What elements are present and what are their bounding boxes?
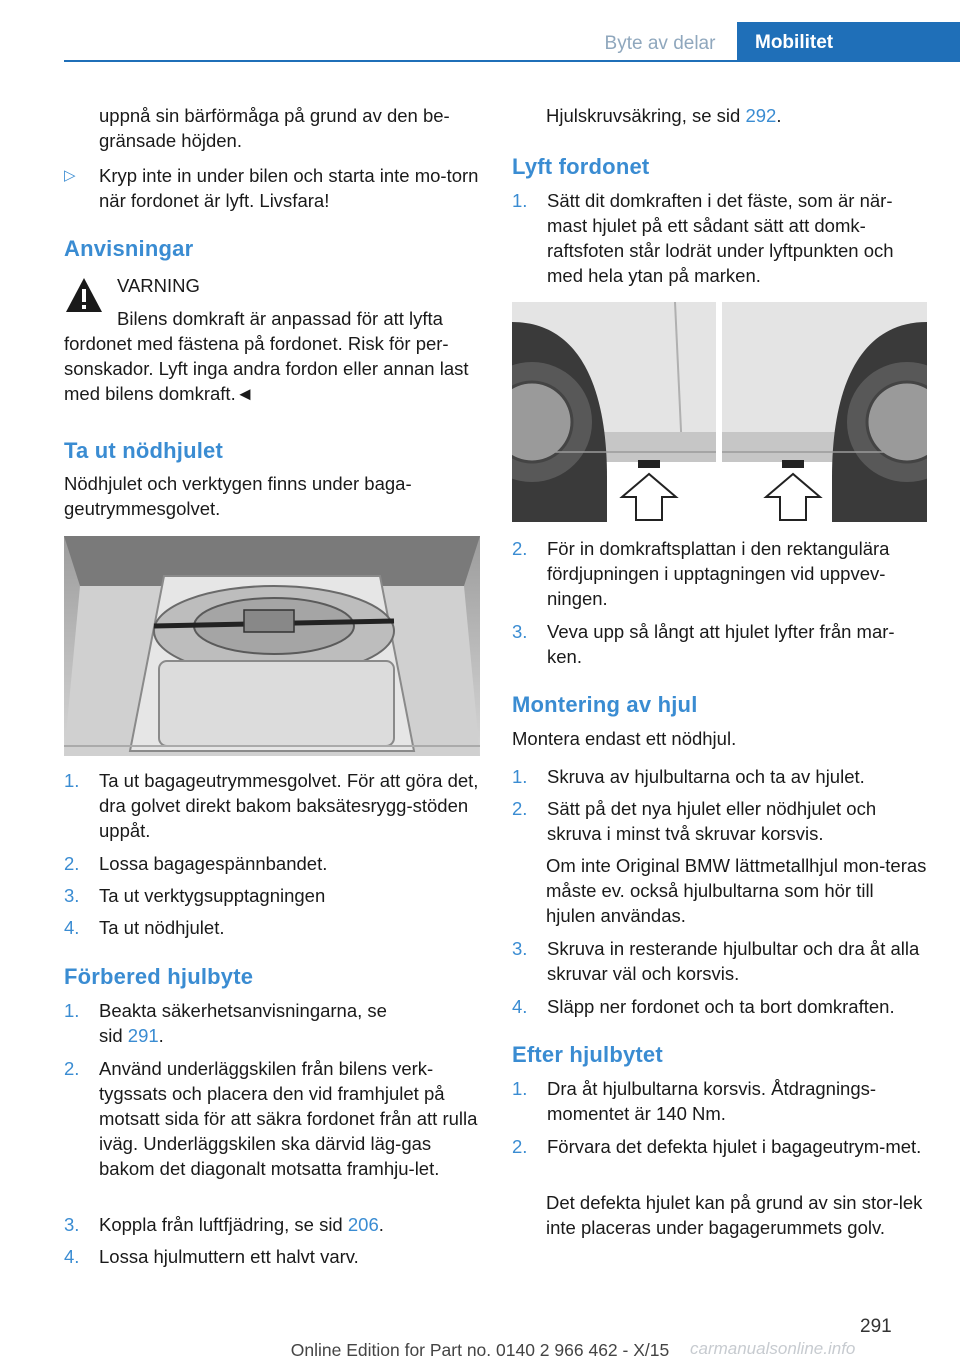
header-active-tab[interactable]: Mobilitet [737,22,960,62]
forbered-step: 4. Lossa hjulmuttern ett halvt varv. [64,1246,359,1267]
forbered-step: 2. Använd underläggskilen från bilens verk-tygssats och placera den vid framhjulet på motsatt sida för att säkra fordonet från att rulla iväg. Underläggskilen ska därvid läg-gas bakom det diagonalt motsatta framhju-let. [64,1058,478,1179]
montering-step: 1. Skruva av hjulbultarna och ta av hjulet. [512,766,865,787]
page-link[interactable]: 291 [127,1025,159,1046]
montering-note: Om inte Original BMW lättmetallhjul mon-teras måste ev. också hjulbultarna som hör till hjulen användas. [546,855,927,926]
heading-ta-ut-nodhjulet: Ta ut nödhjulet [64,438,224,463]
forbered-step: 3. Koppla från luftfjädring, se sid 206. [64,1214,384,1235]
montering-step: 3. Skruva in resterande hjulbultar och dra åt alla skruvar väl och korsvis. [512,938,920,984]
heading-efter-hjulbytet: Efter hjulbytet [512,1042,663,1067]
edition-footer: Online Edition for Part no. 0140 2 966 462 - X/15 [290,1340,670,1360]
lyft-step: 1. Sätt dit domkraften i det fäste, som är när-mast hjulet på ett sådant sätt att domk-raftsfoten står lodrät under lyftpunkten och med hela ytan på marken. [512,190,894,286]
montering-step: 2. Sätt på det nya hjulet eller nödhjulet och skruva i minst två skruvar korsvis. [512,798,877,844]
continued-text: uppnå sin bärförmåga på grund av den be-gränsade höjden. [99,105,450,151]
heading-montering-av-hjul: Montering av hjul [512,692,698,717]
efter-step: 2. Förvara det defekta hjulet i bagageutrym-met. [512,1136,922,1157]
page-link[interactable]: 292 [745,105,777,126]
ta-ut-step: 3. Ta ut verktygsupptagningen [64,885,326,906]
montering-step: 4. Släpp ner fordonet och ta bort domkraften. [512,996,895,1017]
trunk-spare-wheel-image [64,536,480,756]
warning-text: Bilens domkraft är anpassad för att lyfta fordonet med fästena på fordonet. Risk för per-sonskador. Lyft inga andra fordon eller annan last med bilens domkraft.◄ [64,308,469,404]
heading-forbered-hjulbyte: Förbered hjulbyte [64,964,254,989]
page-link[interactable]: 206 [347,1214,379,1235]
bullet-item [64,163,482,213]
triangle-bullet-icon: ▷ [64,167,76,184]
continued-text: Hjulskruvsäkring, se sid 292. [546,105,782,126]
ta-ut-intro: Nödhjulet och verktygen finns under baga-geutrymmesgolvet. [64,473,412,519]
watermark: carmanualsonline.info [690,1339,856,1358]
montering-intro: Montera endast ett nödhjul. [512,728,737,749]
heading-anvisningar: Anvisningar [64,236,194,261]
lyft-step: 3. Veva upp så långt att hjulet lyfter från mar-ken. [512,621,895,667]
warning-label: VARNING [117,275,200,296]
efter-note: Det defekta hjulet kan på grund av sin stor-lek inte placeras under bagagerummets golv. [546,1192,923,1238]
page-number: 291 [860,1316,892,1337]
ta-ut-step: 1. Ta ut bagageutrymmesgolvet. För att göra det, dra golvet direkt bakom baksätesrygg-stöden uppåt. [64,770,479,841]
bullet-text: Kryp inte in under bilen och starta inte mo-torn när fordonet är lyft. Livsfara! [99,165,479,211]
header-section-tab[interactable]: Byte av delar [604,33,716,54]
lyft-step: 2. För in domkraftsplattan i den rektangulära fördjupningen i upptagningen vid uppvev-ningen. [512,538,890,609]
forbered-step: 1. Beakta säkerhetsanvisningarna, se sid 291. [64,1000,387,1046]
ta-ut-step: 4. Ta ut nödhjulet. [64,917,225,938]
ta-ut-step: 2. Lossa bagagespännbandet. [64,853,328,874]
heading-lyft-fordonet: Lyft fordonet [512,154,650,179]
efter-step: 1. Dra åt hjulbultarna korsvis. Åtdragnings-momentet är 140 Nm. [512,1078,877,1124]
jacking-points-image [512,302,927,522]
